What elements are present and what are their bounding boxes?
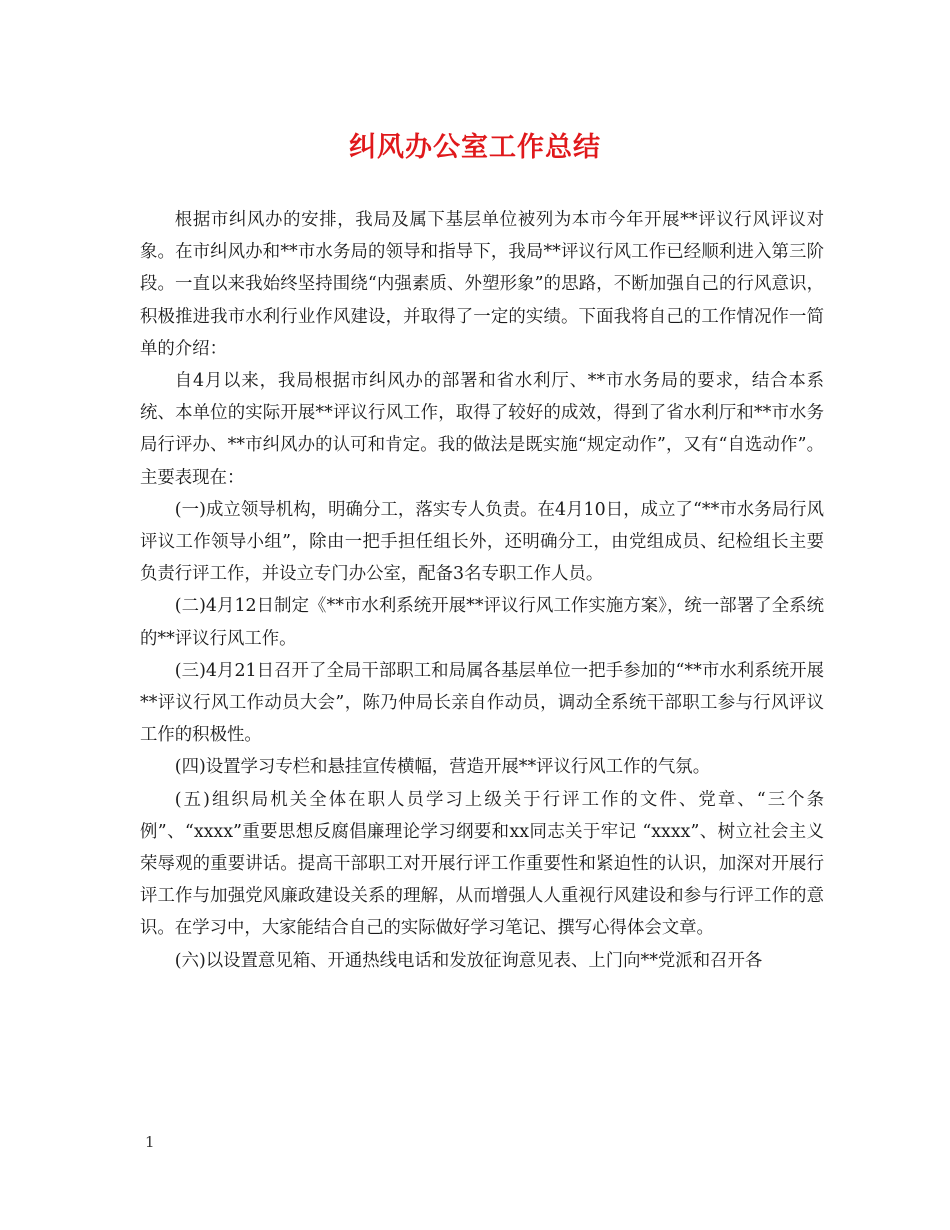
paragraph-item-2: (二)4月12日制定《**市水利系统开展**评议行风工作实施方案》，统一部署了全系统的**评议行风工作。 — [140, 596, 824, 649]
paragraph-item-1: (一)成立领导机构，明确分工，落实专人负责。在4月10日，成立了“**市水务局行风评议工作领导小组”，除由一把手担任组长外，还明确分工，由党组成员、纪检组长主要负责行评工作，并设立专门办公室，配备3名专职工作人员。 — [140, 499, 824, 585]
paragraph-intro: 根据市纠风办的安排，我局及属下基层单位被列为本市今年开展**评议行风评议对象。在市纠风办和**市水务局的领导和指导下，我局**评议行风工作已经顺利进入第三阶段。一直以来我始终坚持围绕“内强素质、外塑形象”的思路，不断加强自己的行风意识，积极推进我市水利行业作风建设，并取得了一定的实绩。下面我将自己的工作情况作一简单的介绍： — [140, 210, 824, 359]
paragraph-item-3: (三)4月21日召开了全局干部职工和局属各基层单位一把手参加的“**市水利系统开展**评议行风工作动员大会”，陈乃仲局长亲自作动员，调动全系统干部职工参与行风评议工作的积极性。 — [140, 660, 824, 746]
paragraph-item-6: (六)以设置意见箱、开通热线电话和发放征询意见表、上门向**党派和召开各 — [174, 950, 763, 971]
paragraph-item-5: (五)组织局机关全体在职人员学习上级关于行评工作的文件、党章、“三个条例”、“xxxx”重要思想反腐倡廉理论学习纲要和xx同志关于牢记 “xxxx”、树立社会主义荣辱观的重要讲话。提高干部职工对开展行评工作重要性和紧迫性的认识，加深对开展行评工作与加强党风廉政建设关系的理解，从而增强人人重视行风建设和参与行评工作的意识。在学习中，大家能结合自己的实际做好学习笔记、撰写心得体会文章。 — [140, 789, 824, 939]
paragraph-item-4: (四)设置学习专栏和悬挂宣传横幅，营造开展**评议行风工作的气氛。 — [174, 757, 711, 778]
document-title: 纠风办公室工作总结 — [349, 132, 601, 163]
paragraph-overview: 自4月以来，我局根据市纠风办的部署和省水利厅、**市水务局的要求，结合本系统、本单位的实际开展**评议行风工作，取得了较好的成效，得到了省水利厅和**市水务局行评办、**市纠风办的认可和肯定。我的做法是既实施“规定动作”，又有“自选动作”。主要表现在： — [140, 371, 824, 488]
document-body — [140, 204, 824, 977]
page-number: 1 — [145, 1133, 155, 1151]
